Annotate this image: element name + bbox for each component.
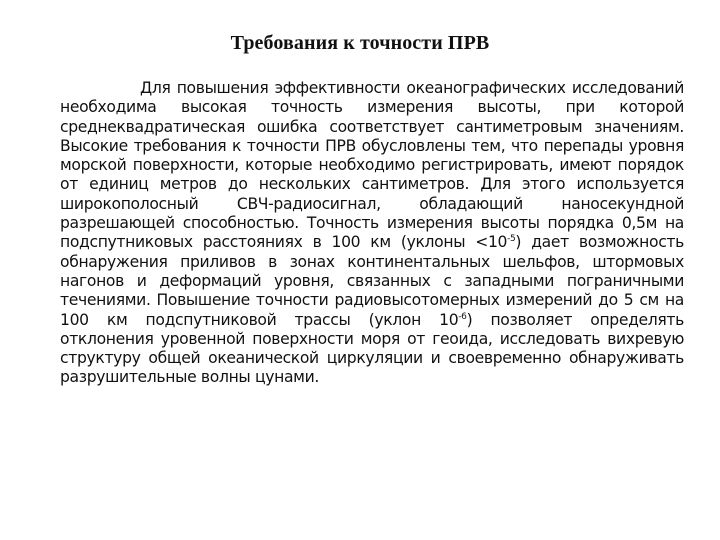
body-paragraph	[60, 79, 684, 388]
exponent-slope-2: -6	[458, 311, 467, 322]
paragraph-text-part-2: ) дает возможность обнаружения приливов в зонах континентальных шельфов, штормовых нагонов и деформаций уровня, связанных с западными пограничными течениями. Повышение точности радиовысотомерных измерений до 5 см на 100 км подспутниковой трассы (уклон 10	[60, 233, 684, 329]
paragraph-text-part-3: ) позволяет определять отклонения уровенной поверхности моря от геоида, исследовать вихревую структуру общей океанической циркуляции и своевременно обнаруживать разрушительные волны цунами.	[60, 310, 684, 387]
exponent-slope-1: -5	[507, 234, 516, 245]
slide-title: Требования к точности ПРВ	[230, 32, 490, 54]
paragraph-text-part-1: Для повышения эффективности океанографических исследований необходима высокая точность измерения высоты, при которой среднеквадратическая ошибка соответствует сантиметровым значениям. Высокие требования к точности ПРВ обусловлены тем, что перепады уровня морской поверхности, которые необходимо регистрировать, имеют порядок от единиц метров до нескольких сантиметров. Для этого используется широкополосный СВЧ-радиосигнал, обладающий наносекундной разрешающей способностью. Точность измерения высоты порядка 0,5м на подспутниковых расстояниях в 100 км (уклоны <10	[60, 79, 684, 252]
